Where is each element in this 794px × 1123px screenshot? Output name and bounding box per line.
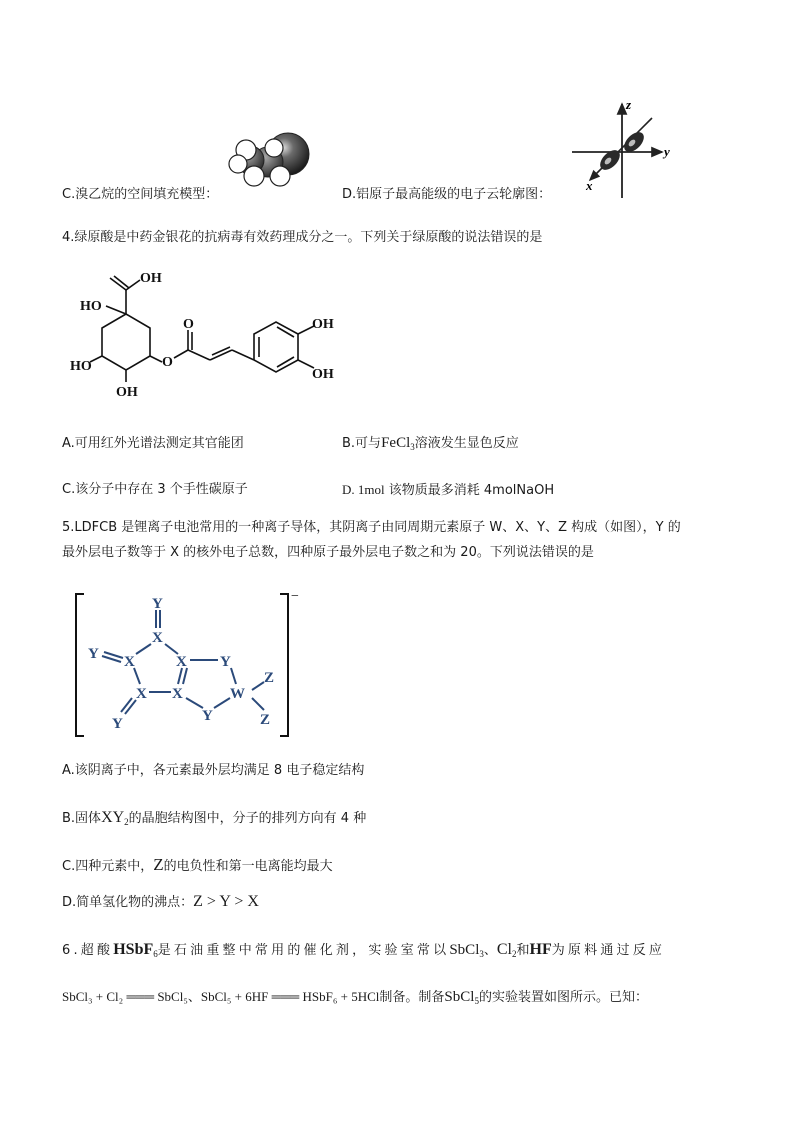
q4-option-b: B.可与FeCl$_3$溶液发生显色反应 (342, 435, 519, 452)
q5-option-a: A.该阴离子中，各元素最外层均满足 8 电子稳定结构 (62, 763, 365, 778)
q5-option-d: D.简单氢化物的沸点：Z > Y > X (62, 893, 259, 910)
q5-stem-line2: 最外层电子数等于 X 的核外电子总数，四种原子最外层电子数之和为 20。下列说法错误的是 (62, 545, 594, 560)
q4-option-d: D. 1mol 该物质最多消耗 4molNaOH (342, 482, 555, 498)
label-cooh-oh: OH (140, 271, 162, 286)
atom-y-left: Y (88, 646, 99, 662)
q5-option-c: C.四种元素中，Z的电负性和第一电离能均最大 (62, 855, 333, 874)
label-carbonyl-o: O (183, 317, 194, 332)
bromoethane-space-filling-model (228, 130, 314, 192)
q3-option-d: D.铝原子最高能级的电子云轮廓图： (342, 187, 552, 202)
q4-option-c: C.该分子中存在 3 个手性碳原子 (62, 482, 248, 497)
label-ester-o: O (162, 355, 173, 370)
label-ho-top: HO (80, 299, 102, 314)
atom-y-mid: Y (220, 654, 231, 670)
q3-option-c: C.溴乙烷的空间填充模型： (62, 187, 219, 202)
axis-z-label: z (626, 98, 632, 112)
atom-y-lower: Y (112, 716, 123, 732)
q6-line1: 6.超酸HSbF$_6$是石油重整中常用的催化剂，实验室常以SbCl$_3$、$Cl_2$和HF为原料通过反应 (62, 941, 666, 959)
label-oh-ring-bottom: OH (312, 367, 334, 382)
atom-z-top: Z (264, 670, 275, 686)
label-oh-ring-top: OH (312, 317, 334, 332)
chlorogenic-acid-structure (70, 262, 350, 406)
atom-x-left: X (124, 654, 135, 670)
atom-x-top: X (152, 630, 163, 646)
charge-sign: − (291, 589, 299, 604)
atom-x-bottom-right: X (172, 686, 183, 702)
axis-y-label: y (664, 144, 670, 159)
q6-line2: SbCl₃ + Cl₂ ═══ SbCl₅、SbCl₅ + 6HF ═══ HSbF₆ + 5HCl制备。制备SbCl$_5$的实验装置如图所示。已知： (62, 989, 648, 1006)
atom-y-top: Y (152, 596, 163, 612)
q4-option-a: A.可用红外光谱法测定其官能团 (62, 436, 244, 451)
q4-stem: 4.绿原酸是中药金银花的抗病毒有效药理成分之一。下列关于绿原酸的说法错误的是 (62, 230, 543, 245)
ldfcb-anion-structure (68, 586, 308, 742)
atom-y-bottom: Y (202, 708, 213, 724)
atom-z-bottom: Z (260, 712, 271, 728)
q3-section (0, 0, 794, 205)
label-ho-left: HO (70, 359, 92, 374)
atom-x-bottom-left: X (136, 686, 147, 702)
q5-option-b: B.固体$XY_2$的晶胞结构图中，分子的排列方向有 4 种 (62, 809, 367, 827)
atom-x-mid: X (176, 654, 187, 670)
label-oh-bottom: OH (116, 385, 138, 400)
aluminum-p-orbital-diagram (566, 98, 678, 202)
axis-x-label: x (586, 178, 593, 193)
q5-stem-line1: 5.LDFCB 是锂离子电池常用的一种离子导体，其阴离子由同周期元素原子 W、X、Y、Z 构成（如图），Y 的 (62, 520, 681, 535)
atom-w: W (230, 686, 245, 702)
